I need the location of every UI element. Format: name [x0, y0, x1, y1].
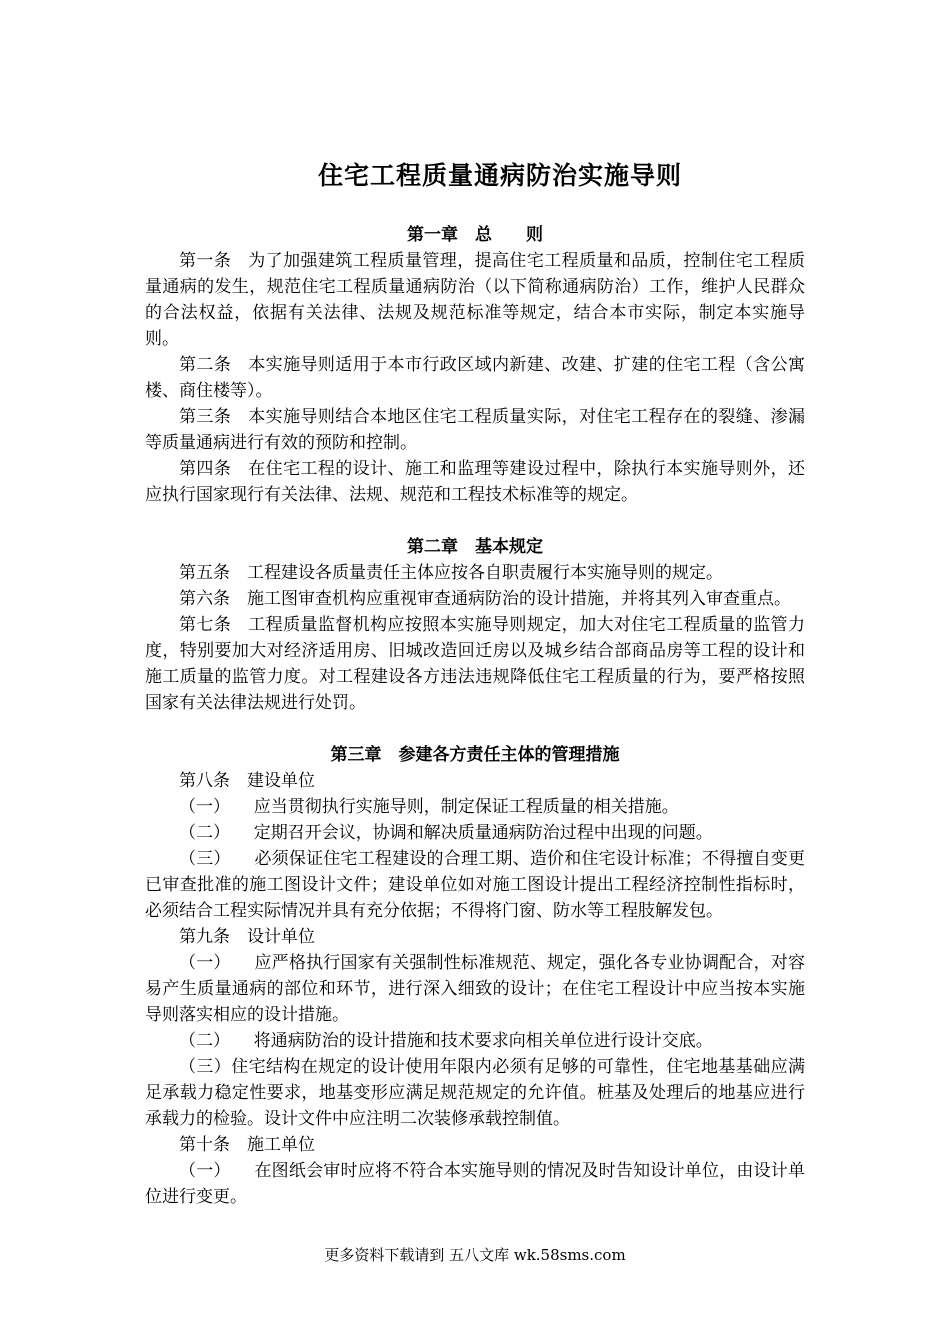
article-number: 第一条 [179, 251, 232, 271]
article-paragraph [145, 456, 805, 508]
article-text: 本实施导则适用于本市行政区域内新建、改建、扩建的住宅工程（含公寓楼、商住楼等）。 [145, 355, 806, 401]
clause-paragraph [145, 1054, 805, 1132]
article-paragraph [145, 248, 805, 352]
clause-number: （三） [179, 1057, 232, 1077]
document-title: 住宅工程质量通病防治实施导则 [317, 161, 682, 190]
article-paragraph [145, 560, 805, 586]
article-paragraph [145, 586, 805, 612]
article-text: 施工图审查机构应重视审查通病防治的设计措施，并将其列入审查重点。 [247, 589, 791, 609]
clause-paragraph [145, 794, 805, 820]
clause-text: 应当贯彻执行实施导则，制定保证工程质量的相关措施。 [253, 797, 679, 817]
clause-paragraph [145, 1028, 805, 1054]
article-text: 施工单位 [247, 1135, 315, 1155]
clause-number: （一） [179, 1161, 231, 1181]
article-paragraph [145, 768, 805, 794]
article-paragraph [145, 352, 805, 404]
chapter-heading: 第一章 总 则 [407, 225, 543, 245]
clause-text: 在图纸会审时应将不符合本实施导则的情况及时告知设计单位，由设计单位进行变更。 [145, 1161, 806, 1207]
clause-paragraph [145, 820, 805, 846]
article-text: 设计单位 [247, 927, 315, 947]
clause-paragraph [145, 950, 805, 1028]
clause-number: （一） [179, 953, 231, 973]
footer-download-note: 更多资料下载请到 五八文库 wk.58sms.com [324, 1246, 626, 1264]
article-text: 建设单位 [247, 771, 315, 791]
article-text: 为了加强建筑工程质量管理，提高住宅工程质量和品质，控制住宅工程质量通病的发生，规范住宅工程质量通病防治（以下简称通病防治）工作，维护人民群众的合法权益，依据有关法律、法规及规范标准等规定，结合本市实际，制定本实施导则。 [145, 251, 806, 349]
clause-paragraph [145, 846, 805, 924]
clause-text: 住宅结构在规定的设计使用年限内必须有足够的可靠性，住宅地基基础应满足承载力稳定性要求，地基变形应满足规范规定的允许值。桩基及处理后的地基应进行承载力的检验。设计文件中应注明二次装修承载控制值。 [145, 1057, 806, 1129]
article-number: 第七条 [179, 615, 232, 635]
article-number: 第四条 [179, 459, 232, 479]
clause-number: （二） [179, 1031, 230, 1051]
article-paragraph [145, 612, 805, 716]
article-paragraph [145, 404, 805, 456]
clause-number: （二） [179, 823, 230, 843]
chapter-heading: 第三章 参建各方责任主体的管理措施 [330, 745, 620, 765]
article-number: 第八条 [179, 771, 230, 791]
clause-text: 应严格执行国家有关强制性标准规范、规定，强化各专业协调配合，对容易产生质量通病的部位和环节，进行深入细致的设计；在住宅工程设计中应当按本实施导则落实相应的设计措施。 [145, 953, 806, 1025]
clause-paragraph [145, 1158, 805, 1210]
article-number: 第五条 [179, 563, 230, 583]
clause-number: （一） [179, 797, 230, 817]
article-number: 第九条 [179, 927, 230, 947]
article-text: 工程建设各质量责任主体应按各自职责履行本实施导则的规定。 [247, 563, 723, 583]
article-text: 工程质量监督机构应按照本实施导则规定，加大对住宅工程质量的监管力度，特别要加大对经济适用房、旧城改造回迁房以及城乡结合部商品房等工程的设计和施工质量的监管力度。对工程建设各方违法违规降低住宅工程质量的行为，要严格按照国家有关法律法规进行处罚。 [145, 615, 806, 713]
clause-number: （三） [179, 849, 231, 869]
clause-text: 定期召开会议，协调和解决质量通病防治过程中出现的问题。 [253, 823, 713, 843]
clause-text: 将通病防治的设计措施和技术要求向相关单位进行设计交底。 [253, 1031, 713, 1051]
article-paragraph [145, 1132, 805, 1158]
article-number: 第三条 [179, 407, 232, 427]
document-body [145, 222, 805, 1210]
chapter-heading: 第二章 基本规定 [407, 537, 543, 557]
article-paragraph [145, 924, 805, 950]
article-text: 本实施导则结合本地区住宅工程质量实际，对住宅工程存在的裂缝、渗漏等质量通病进行有效的预防和控制。 [145, 407, 806, 453]
article-number: 第二条 [179, 355, 232, 375]
article-number: 第十条 [179, 1135, 230, 1155]
article-number: 第六条 [179, 589, 230, 609]
article-text: 在住宅工程的设计、施工和监理等建设过程中，除执行本实施导则外，还应执行国家现行有关法律、法规、规范和工程技术标准等的规定。 [145, 459, 806, 505]
clause-text: 必须保证住宅工程建设的合理工期、造价和住宅设计标准；不得擅自变更已审查批准的施工图设计文件；建设单位如对施工图设计提出工程经济控制性指标时，必须结合工程实际情况并具有充分依据；不得将门窗、防水等工程肢解发包。 [145, 849, 806, 921]
